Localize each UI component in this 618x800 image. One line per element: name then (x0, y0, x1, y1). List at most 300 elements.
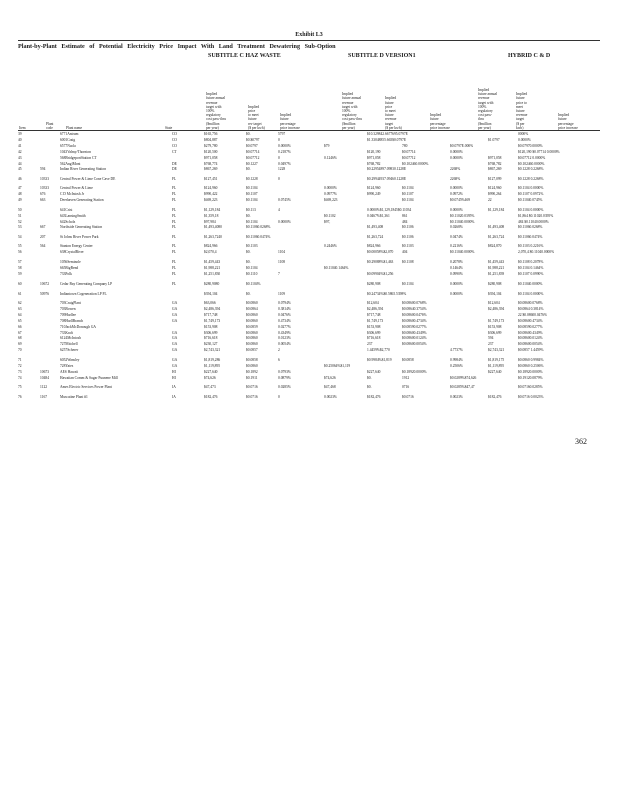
table-cell: 1109 (278, 291, 286, 296)
table-cell: $0.08600.0768% (518, 301, 543, 305)
table-cell (324, 177, 367, 187)
table-cell: Muscatine Plant #1 (60, 394, 88, 399)
table-cell: 0.4349% (278, 330, 291, 335)
table-cell: $12,604 (367, 301, 379, 305)
table-cell: FL (172, 234, 177, 239)
table-cell: $0.19120.0879% (518, 375, 543, 380)
table-cell: 641Crist (60, 207, 73, 212)
table-cell: $717,748 (367, 312, 381, 317)
table-cell: $971,058 (204, 155, 218, 160)
table-cell: 55 (18, 244, 22, 249)
table-cell: 0.1246% (324, 155, 337, 160)
table-cell: $0.0860 0.9984% (518, 358, 544, 363)
table-cell: $0.0797 (246, 143, 258, 148)
table-cell (278, 225, 324, 235)
table-cell: $306,699 (204, 330, 218, 335)
table-cell: $0.0285%$47,47 (450, 385, 475, 390)
table-cell: 10672 (40, 282, 49, 286)
table-cell: Indian River Generating Station (60, 167, 107, 172)
table-cell: $971,058 (367, 155, 381, 160)
table-cell: Central Power & Lime Cone Cave DE (60, 176, 116, 181)
table-cell: 45 (18, 167, 22, 172)
table-row (18, 292, 600, 302)
table-cell: 4 (278, 207, 280, 212)
table-cell: 0.0268% (450, 225, 463, 230)
table-cell: $0.0859 (246, 324, 258, 329)
table-cell: 0.0000% (450, 282, 463, 286)
table-cell: $1,459,443 (488, 260, 505, 265)
table-cell: 6124McIntosh (60, 336, 81, 341)
table-cell: $227,640 (488, 369, 502, 374)
table-cell: 0.4734% (278, 318, 291, 323)
table-cell: $990,249 (367, 192, 381, 197)
table-row (18, 282, 600, 292)
table-cell: $1.33048855.665$0.0797E (367, 137, 407, 142)
table-cell: $394,104 (204, 291, 218, 296)
table-cell (324, 292, 367, 302)
table-cell: $0.1104 (246, 266, 258, 271)
table-cell: $0.0860 (246, 301, 258, 305)
table-cell: 594 (40, 167, 46, 172)
table-cell: $0.08600.0768% (402, 301, 427, 305)
table-cell: 0.0476% (278, 312, 291, 317)
table-cell (278, 235, 324, 245)
table-cell: $0.1228 0.2268% (518, 167, 544, 172)
table-cell: $0.0860 (246, 312, 258, 317)
table-row (18, 225, 600, 235)
table-cell: $12,604 (488, 301, 500, 305)
table-cell: $469,223 (324, 198, 338, 203)
table-cell: FL (172, 266, 177, 271)
table-cell: $0.18920.0000% (402, 369, 427, 374)
table-cell: $0.0745%469 (450, 198, 471, 203)
table-cell: $0.9984%$1,819 (367, 358, 392, 363)
col-h-revenue-header: Implied future annual revenue target with 100% regulatory cost pass- thru ($million per year) (478, 87, 498, 130)
col-state-header: State (165, 125, 173, 130)
table-cell: $0.11060.0474% (518, 234, 543, 239)
table-cell: 63 (18, 306, 22, 311)
table-cell: $127,451 (204, 176, 218, 181)
table-row (18, 177, 600, 187)
table-cell: $0.09904%$1,256 (367, 272, 394, 277)
table-cell: $0.0860 (246, 364, 258, 369)
table-cell: $804,887 (204, 137, 218, 142)
table-cell: FL (172, 272, 177, 277)
table-cell: $0.1107 (402, 192, 414, 197)
col-h-pct-header: Implied future percentage price increase (558, 113, 578, 130)
table-cell: $120,190 $0.07714 0.0000% (518, 149, 560, 154)
table-cell: $0.1911 (246, 375, 258, 380)
table-cell: 54 (18, 234, 22, 239)
table-cell: 0.2506% (450, 364, 463, 369)
table-cell: 69 (18, 342, 22, 347)
table-cell: 1167 (40, 394, 48, 399)
table-cell: $280,9080 (204, 282, 220, 286)
table-cell: GA (172, 312, 178, 317)
table-cell: 6 (278, 358, 280, 363)
table-cell: 0.0794% (278, 301, 291, 305)
table-cell: $280,908 (367, 282, 381, 286)
table-cell: 48 (18, 192, 22, 197)
table-cell: $127,099 (488, 176, 502, 181)
table-cell: Northside Generating Station (60, 225, 103, 230)
col-c-revenue-header: Implied future annual revenue target with 100% regulatory cost pass-thru ($million per year) (206, 92, 226, 130)
table-cell: GA (172, 342, 178, 347)
table-cell: $2,070,4 (204, 250, 217, 255)
table-cell: 0.0000%$1,129,1845$0.11034 (367, 207, 412, 212)
table-cell: FL (172, 250, 177, 255)
table-cell: Central Power & Lime (60, 186, 93, 191)
table-cell: 1912 (402, 375, 410, 380)
table-cell: $2,486,394 (488, 306, 505, 311)
table-cell: 728Yates (60, 364, 74, 369)
table-cell: 22 (488, 198, 492, 203)
col-plant-code-header: Plant code (46, 121, 54, 130)
table-cell: 70 (18, 348, 22, 353)
table-cell (402, 167, 450, 177)
table-cell: GA (172, 318, 178, 323)
table-cell: 7 (278, 272, 280, 277)
table-cell: $0.11040.0745% (518, 198, 543, 203)
table-row (18, 385, 600, 395)
table-cell: $0.0716 (246, 394, 258, 399)
table-cell: $394,104 (488, 291, 502, 296)
table-cell: 4.7737% (450, 348, 463, 353)
table-cell: 564 (40, 244, 46, 249)
table-cell: $227,640 (367, 369, 381, 374)
table-cell: IA (172, 385, 176, 390)
table-cell: $0. (246, 260, 251, 265)
table-cell: $2,486,394 (367, 306, 384, 311)
table-cell (488, 385, 518, 395)
table-cell: 39 (18, 132, 22, 136)
table-cell: FL (172, 282, 177, 286)
col-d-revenue-header: Implied future annual revenue target with 100% regulatory cost pass-thru ($million per year) (342, 92, 362, 130)
table-cell: 72 (18, 364, 22, 369)
table-cell: $1,493,4080 (204, 225, 222, 230)
table-cell: St Johns River Power Park (60, 234, 99, 239)
table-cell: $0.08590.0277% (402, 324, 427, 329)
table-cell: 1108 (278, 260, 286, 265)
table-cell: $2,743,321 (204, 348, 221, 353)
table-cell: $1,263,7240 (204, 234, 222, 239)
table-cell: $0.08600.4734% (402, 318, 427, 323)
table-cell: $0. (246, 213, 251, 218)
table-cell: $47,468 (324, 385, 336, 390)
table-cell: 47 (18, 186, 22, 191)
table-cell: $0.08600.0476% (402, 312, 427, 317)
table-cell: $0.0716 (402, 394, 414, 399)
table-cell: 2 (278, 348, 280, 353)
table-cell: DE (172, 167, 177, 172)
table-cell: $0.1103 (246, 244, 258, 249)
table-cell: 0.0023% (450, 394, 463, 399)
table-cell: $0.18920.0000% (518, 369, 543, 374)
table-cell: 0.0054% (278, 342, 291, 347)
table-cell: $165,756 (204, 132, 218, 136)
table-cell: $79 (324, 143, 330, 148)
table-cell: $0.11060.0268% (518, 225, 543, 230)
table-cell: $1,988,221 (488, 266, 505, 271)
table-row (18, 395, 600, 405)
table-cell: 0.0990% (450, 272, 463, 277)
table-cell: $1,263,724 (367, 234, 384, 239)
table-cell: $63,066 (204, 301, 216, 305)
table-cell: 0.0023% (324, 394, 337, 399)
table-cell: $0.11060.0268% (246, 225, 271, 230)
table-cell: 638CrystalRiver (60, 250, 84, 255)
table-cell: $0.1104% (246, 282, 261, 286)
table-cell: 0.0972% (450, 192, 463, 197)
table-cell: 0 (278, 155, 280, 160)
table-cell: $971,058 (488, 155, 502, 160)
table-cell: C D McIntosh Jr (60, 192, 85, 197)
table-cell: 60 (18, 282, 22, 286)
table-cell: $1,749,173 (488, 318, 505, 323)
table-cell: $0.08600.4734% (518, 318, 543, 323)
table-cell: $0.1104 0.0000% (518, 186, 544, 191)
table-cell: 663 (40, 198, 46, 203)
table-cell: $1,459,443 (204, 260, 221, 265)
table-cell: $1,493,408 (488, 225, 505, 230)
table-cell: 1056Seminole (60, 260, 81, 265)
table-cell: $0.1110 (246, 272, 258, 277)
table-cell: $1,749,173 (204, 318, 221, 323)
subtitle-d: SUBTITLE D VERSION1 (348, 53, 416, 59)
table-cell: 6052Wansley (60, 358, 80, 363)
table-cell: $1,119,895 (204, 364, 221, 369)
table-cell: $2,743,321 (488, 348, 505, 353)
table-cell: 667 (40, 225, 46, 230)
table-cell: 42 (18, 149, 22, 154)
table-cell: $0.29088%$1,463 (367, 260, 394, 265)
table-cell: $716,618 (204, 336, 218, 341)
table-cell: 73 (18, 369, 22, 374)
col-c-price-header: Implied price to meet future rev target ($ per kwh) (248, 104, 265, 130)
table-cell: GA (172, 348, 178, 353)
table-cell: 676 (40, 192, 46, 197)
table-cell: 6001Craig (60, 137, 76, 142)
table-cell: 0.0000% (450, 207, 463, 212)
table-cell: $0.07714 (402, 149, 416, 154)
table-cell: $1,819,175 (488, 358, 505, 363)
table-cell: $0.07712 0.0000% (518, 155, 546, 160)
table-cell: $0. (367, 375, 372, 380)
table-cell: FL (172, 244, 177, 249)
table-cell: $0.1104 (246, 186, 258, 191)
table-cell: 51 (18, 213, 22, 218)
table-cell: GA (172, 358, 178, 363)
table-cell: 10673 (40, 369, 49, 374)
table-cell: $1,864 $0.11020.0395% (518, 213, 554, 218)
table-cell: 0.0000% (278, 219, 291, 224)
table-cell: $717,748 (204, 312, 218, 317)
table-cell: $280,908 (488, 282, 502, 286)
table-cell (402, 177, 450, 187)
table-cell (278, 282, 324, 292)
table-cell: $0.$0797 (246, 137, 260, 142)
table-cell: $0.0716 0.0023% (518, 394, 544, 399)
table-cell: 1228 (278, 167, 286, 172)
table-cell: 40 (18, 137, 22, 142)
table-cell (324, 225, 367, 235)
table-cell: 66 (18, 324, 22, 329)
table-cell: 59 (18, 272, 22, 277)
table-cell: DE (172, 161, 177, 166)
table-cell: 0.0000% (450, 149, 463, 154)
table-cell: 404 (402, 250, 408, 255)
table-cell: $0.0864 0.3814% (518, 306, 544, 311)
table-cell: $0.1107 0.0972% (518, 192, 544, 197)
table-cell: $0.08600.0054% (402, 342, 427, 347)
table-cell: $74,626 (324, 375, 336, 380)
table-cell: FL (172, 225, 177, 230)
table-cell: Stanton Energy Center (60, 244, 93, 249)
table-cell: 1043Valmy/Thornton (60, 149, 91, 154)
table-cell: 58 (18, 266, 22, 271)
table-cell: 708HarllBranch (60, 318, 84, 323)
table-cell: 43 (18, 155, 22, 160)
table-cell: $0.0857 (246, 348, 258, 353)
table-cell: HI (172, 369, 176, 374)
exhibit-label: Exhibit L3 (295, 32, 323, 38)
table-cell: Deerhaven Generating Station (60, 198, 104, 203)
table-cell: 207 (40, 234, 46, 239)
table-cell: Hawaiian Comm & Sugar Puunene Mill (60, 375, 118, 380)
table-cell: 0.0000% (324, 186, 337, 191)
table-cell: 0.0000% (518, 137, 531, 142)
table-cell: $1,819,286 (204, 358, 221, 363)
table-cell: $0.1104 0.1464% (518, 266, 544, 271)
table-cell: 1122 (40, 385, 48, 390)
table-cell: $0.1106 (402, 225, 414, 230)
table-cell: $0. (367, 385, 372, 390)
table-cell: $153,908 (488, 324, 502, 329)
table-cell: AES Hawaii (60, 369, 79, 374)
table-cell: $0.1104 (402, 186, 414, 191)
table-cell: $0.08600.4349% (402, 330, 427, 335)
table-cell: 41 (18, 143, 22, 148)
table-cell: 44 (18, 161, 22, 166)
table-cell (324, 235, 367, 245)
table-cell: $0.07970.0000% (518, 143, 543, 148)
header-rule (18, 130, 600, 131)
table-cell: $0.0860 (246, 336, 258, 341)
table-cell: $0.1228 (246, 176, 258, 181)
table-cell: 710JackMcDonough GA (60, 324, 97, 329)
table-cell: $0.1108 0.2078% (518, 260, 544, 265)
table-cell: 56 (18, 250, 22, 255)
table-cell: $0.1106 (402, 234, 414, 239)
table-cell: 484 $0.11040.0000% (518, 219, 549, 224)
table-cell: $0.08600.0054% (518, 342, 543, 347)
table-cell: $0.0858 (246, 358, 258, 363)
table-cell: $0.0797E.000% (450, 143, 474, 148)
table-cell: FL (172, 176, 177, 181)
top-rule (18, 40, 600, 41)
table-cell: FL (172, 186, 177, 191)
table-cell: 2268% (450, 167, 461, 172)
table-cell (324, 167, 367, 177)
table-cell: $716,618 (367, 336, 381, 341)
table-cell: $0.1104 (246, 219, 258, 224)
table-cell: 0.0285% (278, 385, 291, 390)
table-cell: 76 (18, 394, 22, 399)
table-cell: Cedar Bay Generating Company LP (60, 282, 113, 286)
table-cell: $230,127 (204, 342, 218, 347)
table-cell: 0.2078% (450, 260, 463, 265)
table-cell: $768,782 (488, 161, 502, 166)
table-cell: $0.0289%$74,626 (450, 375, 477, 380)
table-cell: 65 (18, 318, 22, 323)
table-cell: $0.22954897.09830.1228E (367, 167, 407, 172)
table-cell: 52 (18, 219, 22, 224)
table-cell: 2268% (450, 176, 461, 181)
table-cell: $0.1104 (246, 198, 258, 203)
table-cell: $0.1102 (324, 213, 336, 218)
col-h-price-header: Implied future price to meet future revenue target ($ per kwh) (516, 92, 528, 130)
table-cell: $0.29944937.09460.1228E (367, 176, 407, 181)
table-row (18, 198, 600, 208)
table-cell: $824,966 (204, 244, 218, 249)
table-row (18, 167, 600, 177)
table-cell: 861 (402, 213, 408, 218)
table-cell: $0. (246, 291, 251, 296)
table-cell: 2,070,4 $0.11040.0000% (518, 250, 555, 255)
table-cell: $0.11040.1464% (324, 266, 349, 271)
table-cell: 22 $0.08600.0476% (518, 312, 548, 317)
table-cell: $0.0860 (246, 330, 258, 335)
table-cell: $0.08600.4349% (518, 330, 543, 335)
table-cell: 484 (402, 219, 408, 224)
table-cell: $1,749,173 (367, 318, 384, 323)
table-cell: IA (172, 394, 176, 399)
table-cell (488, 376, 518, 386)
table-cell: 562AnglMont (60, 161, 81, 166)
table-cell: $1,493,408 (367, 225, 384, 230)
table-row (18, 376, 600, 386)
table-cell: 0.0793% (278, 369, 291, 374)
table-cell: 0000% (518, 132, 529, 136)
table-cell: 0.1464% (450, 266, 463, 271)
col-d-price-header: Implied future price to meet future revenue target ($ per kwh) (385, 96, 402, 130)
table-cell: $0.0716 (246, 385, 258, 390)
table-cell: $74,626 (204, 375, 216, 380)
table-cell: $0.1104 0.0000% (518, 207, 544, 212)
table-cell: $182,476 (367, 394, 381, 399)
table-cell: $1,119,895 (488, 364, 505, 369)
page-number: 362 (575, 437, 587, 446)
table-cell: 6257Scherer (60, 348, 79, 353)
table-cell: CO (172, 132, 177, 136)
table-cell: 0.0474% (450, 234, 463, 239)
table-cell: $0.102460.0000% (518, 161, 545, 166)
table-cell: 665BigBend (60, 266, 79, 271)
table-cell: 0.9984% (450, 358, 463, 363)
table-cell: $0.1103 0.2216% (518, 244, 544, 249)
page-title: Plant-by-Plant Estimate of Potential Electricity Price Impact With Land Treatment Dewatering Sub-Option (18, 43, 336, 50)
table-cell: $0.11040.0000% (450, 250, 475, 255)
table-cell: $0.1108 (402, 260, 414, 265)
table-cell: $0.25064%$1,119 (324, 364, 351, 369)
table-cell: GA (172, 364, 178, 369)
table-cell: 67 (18, 330, 22, 335)
table-cell: $0.07160.0285% (518, 385, 543, 390)
table-cell: FL (172, 260, 177, 265)
table-cell: $0.1107 0.0990% (518, 272, 544, 277)
table-cell: 594 (488, 336, 494, 341)
table-cell: CT (172, 149, 177, 154)
